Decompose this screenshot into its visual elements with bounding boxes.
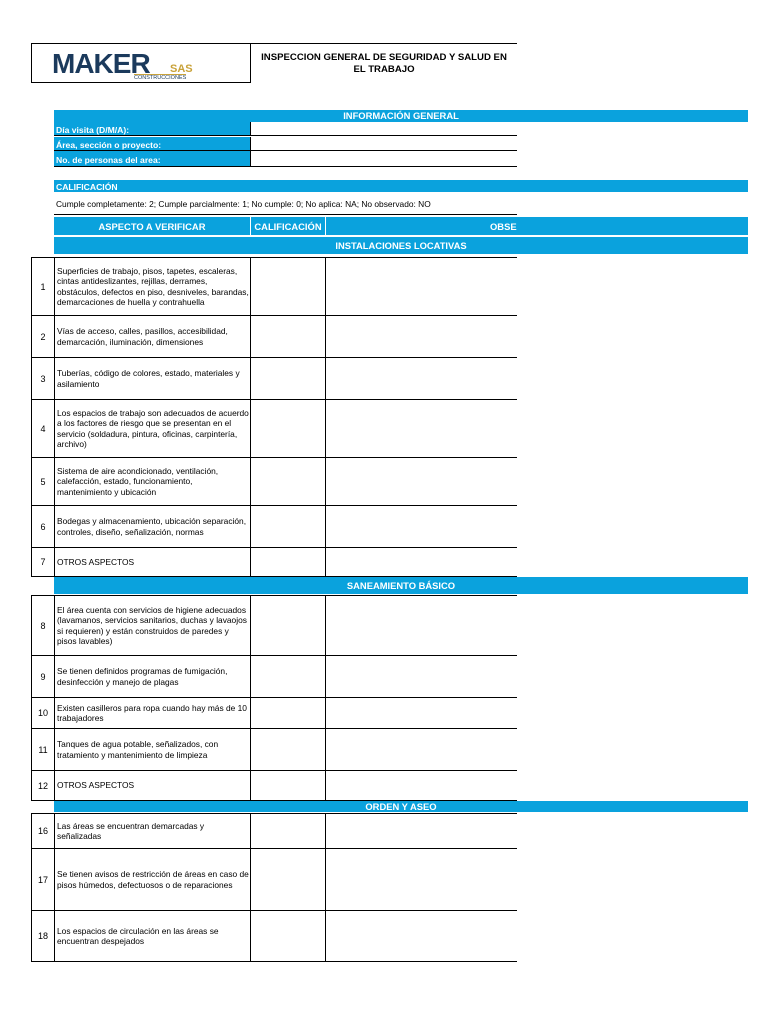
row-number: 8: [31, 595, 54, 656]
aspect-text: Sistema de aire acondicionado, ventilación, calefacción, estado, funcionamiento, mantenimiento y ubicación: [57, 465, 219, 497]
general-field-label: [54, 151, 250, 167]
general-field-label: [54, 137, 250, 151]
aspect-cell: [54, 698, 251, 729]
observation-cell[interactable]: [325, 257, 517, 316]
aspect-cell: [54, 358, 251, 400]
aspect-text: Los espacios de trabajo son adecuados de acuerdo a los factores de riesgo que se presentan en el servicio (soldadura, pintura, oficinas, carpintería, archivo): [57, 407, 249, 449]
rating-cell[interactable]: [250, 771, 326, 801]
aspect-text: Bodegas y almacenamiento, ubicación separación, controles, diseño, señalización, normas: [57, 516, 247, 537]
aspect-cell: [54, 316, 251, 358]
aspect-text: El área cuenta con servicios de higiene adecuados (lavamanos, servicios sanitarios, duchas y lavaojos si requieren) y están construidos de paredes y pisos lavables): [57, 604, 247, 646]
row-number: 6: [31, 506, 54, 548]
column-divider-2: [325, 217, 326, 235]
calificacion-legend: Cumple completamente: 2; Cumple parcialmente: 1; No cumple: 0; No aplica: NA; No observado: NO: [56, 199, 431, 209]
rating-cell[interactable]: [250, 358, 326, 400]
aspect-text: Se tienen avisos de restricción de áreas en caso de pisos húmedos, defectuosos o de reparaciones: [57, 869, 249, 890]
column-header-rating: CALIFICACIÓN: [254, 221, 322, 232]
general-field-value[interactable]: [250, 137, 517, 151]
row-number: 18: [31, 911, 54, 962]
aspect-text: Existen casilleros para ropa cuando hay más de 10 trabajadores: [57, 702, 247, 723]
aspect-text: Vías de acceso, calles, pasillos, accesibilidad, demarcación, iluminación, dimensiones: [57, 326, 228, 347]
table-row: [31, 358, 517, 400]
row-number: 4: [31, 400, 54, 458]
aspect-text: Superficies de trabajo, pisos, tapetes, escaleras, cintas antideslizantes, rejillas, derrames, obstáculos, defectos en piso, desniveles, barandas, demarcaciones de huella y contrahuella: [57, 265, 249, 307]
logo-main-text: MAKER: [52, 48, 150, 79]
aspect-cell: [54, 656, 251, 698]
general-field-label-text: Día visita (D/M/A):: [56, 125, 130, 135]
row-number: 9: [31, 656, 54, 698]
aspect-cell: [54, 548, 251, 577]
observation-cell[interactable]: [325, 849, 517, 911]
observation-cell[interactable]: [325, 771, 517, 801]
rating-cell[interactable]: [250, 316, 326, 358]
logo-sub-text: CONSTRUCCIONES: [134, 75, 187, 81]
rating-cell[interactable]: [250, 595, 326, 656]
section-header: ORDEN Y ASEO: [54, 801, 748, 812]
table-row: [31, 400, 517, 458]
row-number: 12: [31, 771, 54, 801]
table-row: [31, 595, 517, 656]
observation-cell[interactable]: [325, 911, 517, 962]
general-field-label-text: Área, sección o proyecto:: [56, 140, 162, 150]
aspect-text: Se tienen definidos programas de fumigación, desinfección y manejo de plagas: [57, 666, 228, 687]
rating-cell[interactable]: [250, 400, 326, 458]
observation-cell[interactable]: [325, 458, 517, 506]
column-header-aspect: ASPECTO A VERIFICAR: [98, 221, 206, 232]
aspect-cell: [54, 458, 251, 506]
aspect-cell: [54, 595, 251, 656]
general-info-header: INFORMACIÓN GENERAL: [54, 110, 748, 122]
rating-cell[interactable]: [250, 911, 326, 962]
row-number: 11: [31, 729, 54, 771]
table-row: [31, 257, 517, 316]
table-row: [31, 911, 517, 962]
rating-cell[interactable]: [250, 813, 326, 849]
page-title-line2: EL TRABAJO: [353, 64, 415, 75]
observation-cell[interactable]: [325, 813, 517, 849]
observation-cell[interactable]: [325, 358, 517, 400]
column-header-observations: OBSE: [490, 221, 517, 232]
observation-cell[interactable]: [325, 698, 517, 729]
rating-cell[interactable]: [250, 257, 326, 316]
table-row: [31, 548, 517, 577]
section-header: INSTALACIONES LOCATIVAS: [54, 237, 748, 254]
aspect-text: Tanques de agua potable, señalizados, con tratamiento y mantenimiento de limpieza: [57, 739, 219, 760]
general-field-value[interactable]: [250, 151, 517, 167]
table-row: [31, 656, 517, 698]
table-row: [31, 729, 517, 771]
aspect-text: Tuberías, código de colores, estado, materiales y asilamiento: [57, 368, 240, 389]
rating-cell[interactable]: [250, 656, 326, 698]
table-row: [31, 813, 517, 849]
aspect-cell: [54, 257, 251, 316]
rating-cell[interactable]: [250, 506, 326, 548]
rating-cell[interactable]: [250, 458, 326, 506]
aspect-cell: [54, 400, 251, 458]
observation-cell[interactable]: [325, 400, 517, 458]
table-row: [31, 849, 517, 911]
rating-cell[interactable]: [250, 729, 326, 771]
aspect-text: OTROS ASPECTOS: [57, 780, 135, 791]
calificacion-legend-line: [54, 214, 517, 215]
row-number: 1: [31, 257, 54, 316]
calificacion-header: [54, 180, 748, 192]
observation-cell[interactable]: [325, 316, 517, 358]
calificacion-title: CALIFICACIÓN: [56, 182, 118, 192]
general-field-value[interactable]: [250, 122, 517, 136]
observation-cell[interactable]: [325, 729, 517, 771]
rating-cell[interactable]: [250, 548, 326, 577]
table-row: [31, 771, 517, 801]
general-field-label-text: No. de personas del area:: [56, 155, 161, 165]
observation-cell[interactable]: [325, 656, 517, 698]
row-number: 7: [31, 548, 54, 577]
row-number: 5: [31, 458, 54, 506]
page-title-line1: INSPECCION GENERAL DE SEGURIDAD Y SALUD EN: [261, 52, 507, 63]
row-number: 17: [31, 849, 54, 911]
logo-sas-text: SAS: [170, 63, 193, 75]
table-row: [31, 698, 517, 729]
logo-box: [31, 43, 251, 83]
aspect-cell: [54, 911, 251, 962]
row-number: 3: [31, 358, 54, 400]
row-number: 10: [31, 698, 54, 729]
aspect-cell: [54, 729, 251, 771]
general-field-label: [54, 122, 250, 136]
aspect-cell: [54, 849, 251, 911]
observation-cell[interactable]: [325, 548, 517, 577]
aspect-text: Las áreas se encuentran demarcadas y señalizadas: [57, 820, 205, 841]
column-divider-1: [250, 217, 251, 235]
company-logo: [52, 50, 232, 82]
rating-cell[interactable]: [250, 698, 326, 729]
rating-cell[interactable]: [250, 849, 326, 911]
aspect-cell: [54, 506, 251, 548]
table-row: [31, 316, 517, 358]
table-row: [31, 506, 517, 548]
row-number: 16: [31, 813, 54, 849]
observation-cell[interactable]: [325, 595, 517, 656]
aspect-text: Los espacios de circulación en las áreas se encuentran despejados: [57, 925, 219, 946]
observation-cell[interactable]: [325, 506, 517, 548]
aspect-text: OTROS ASPECTOS: [57, 556, 135, 567]
title-box: [251, 43, 517, 83]
row-number: 2: [31, 316, 54, 358]
table-row: [31, 458, 517, 506]
aspect-cell: [54, 771, 251, 801]
section-header: SANEAMIENTO BÁSICO: [54, 577, 748, 594]
aspect-cell: [54, 813, 251, 849]
